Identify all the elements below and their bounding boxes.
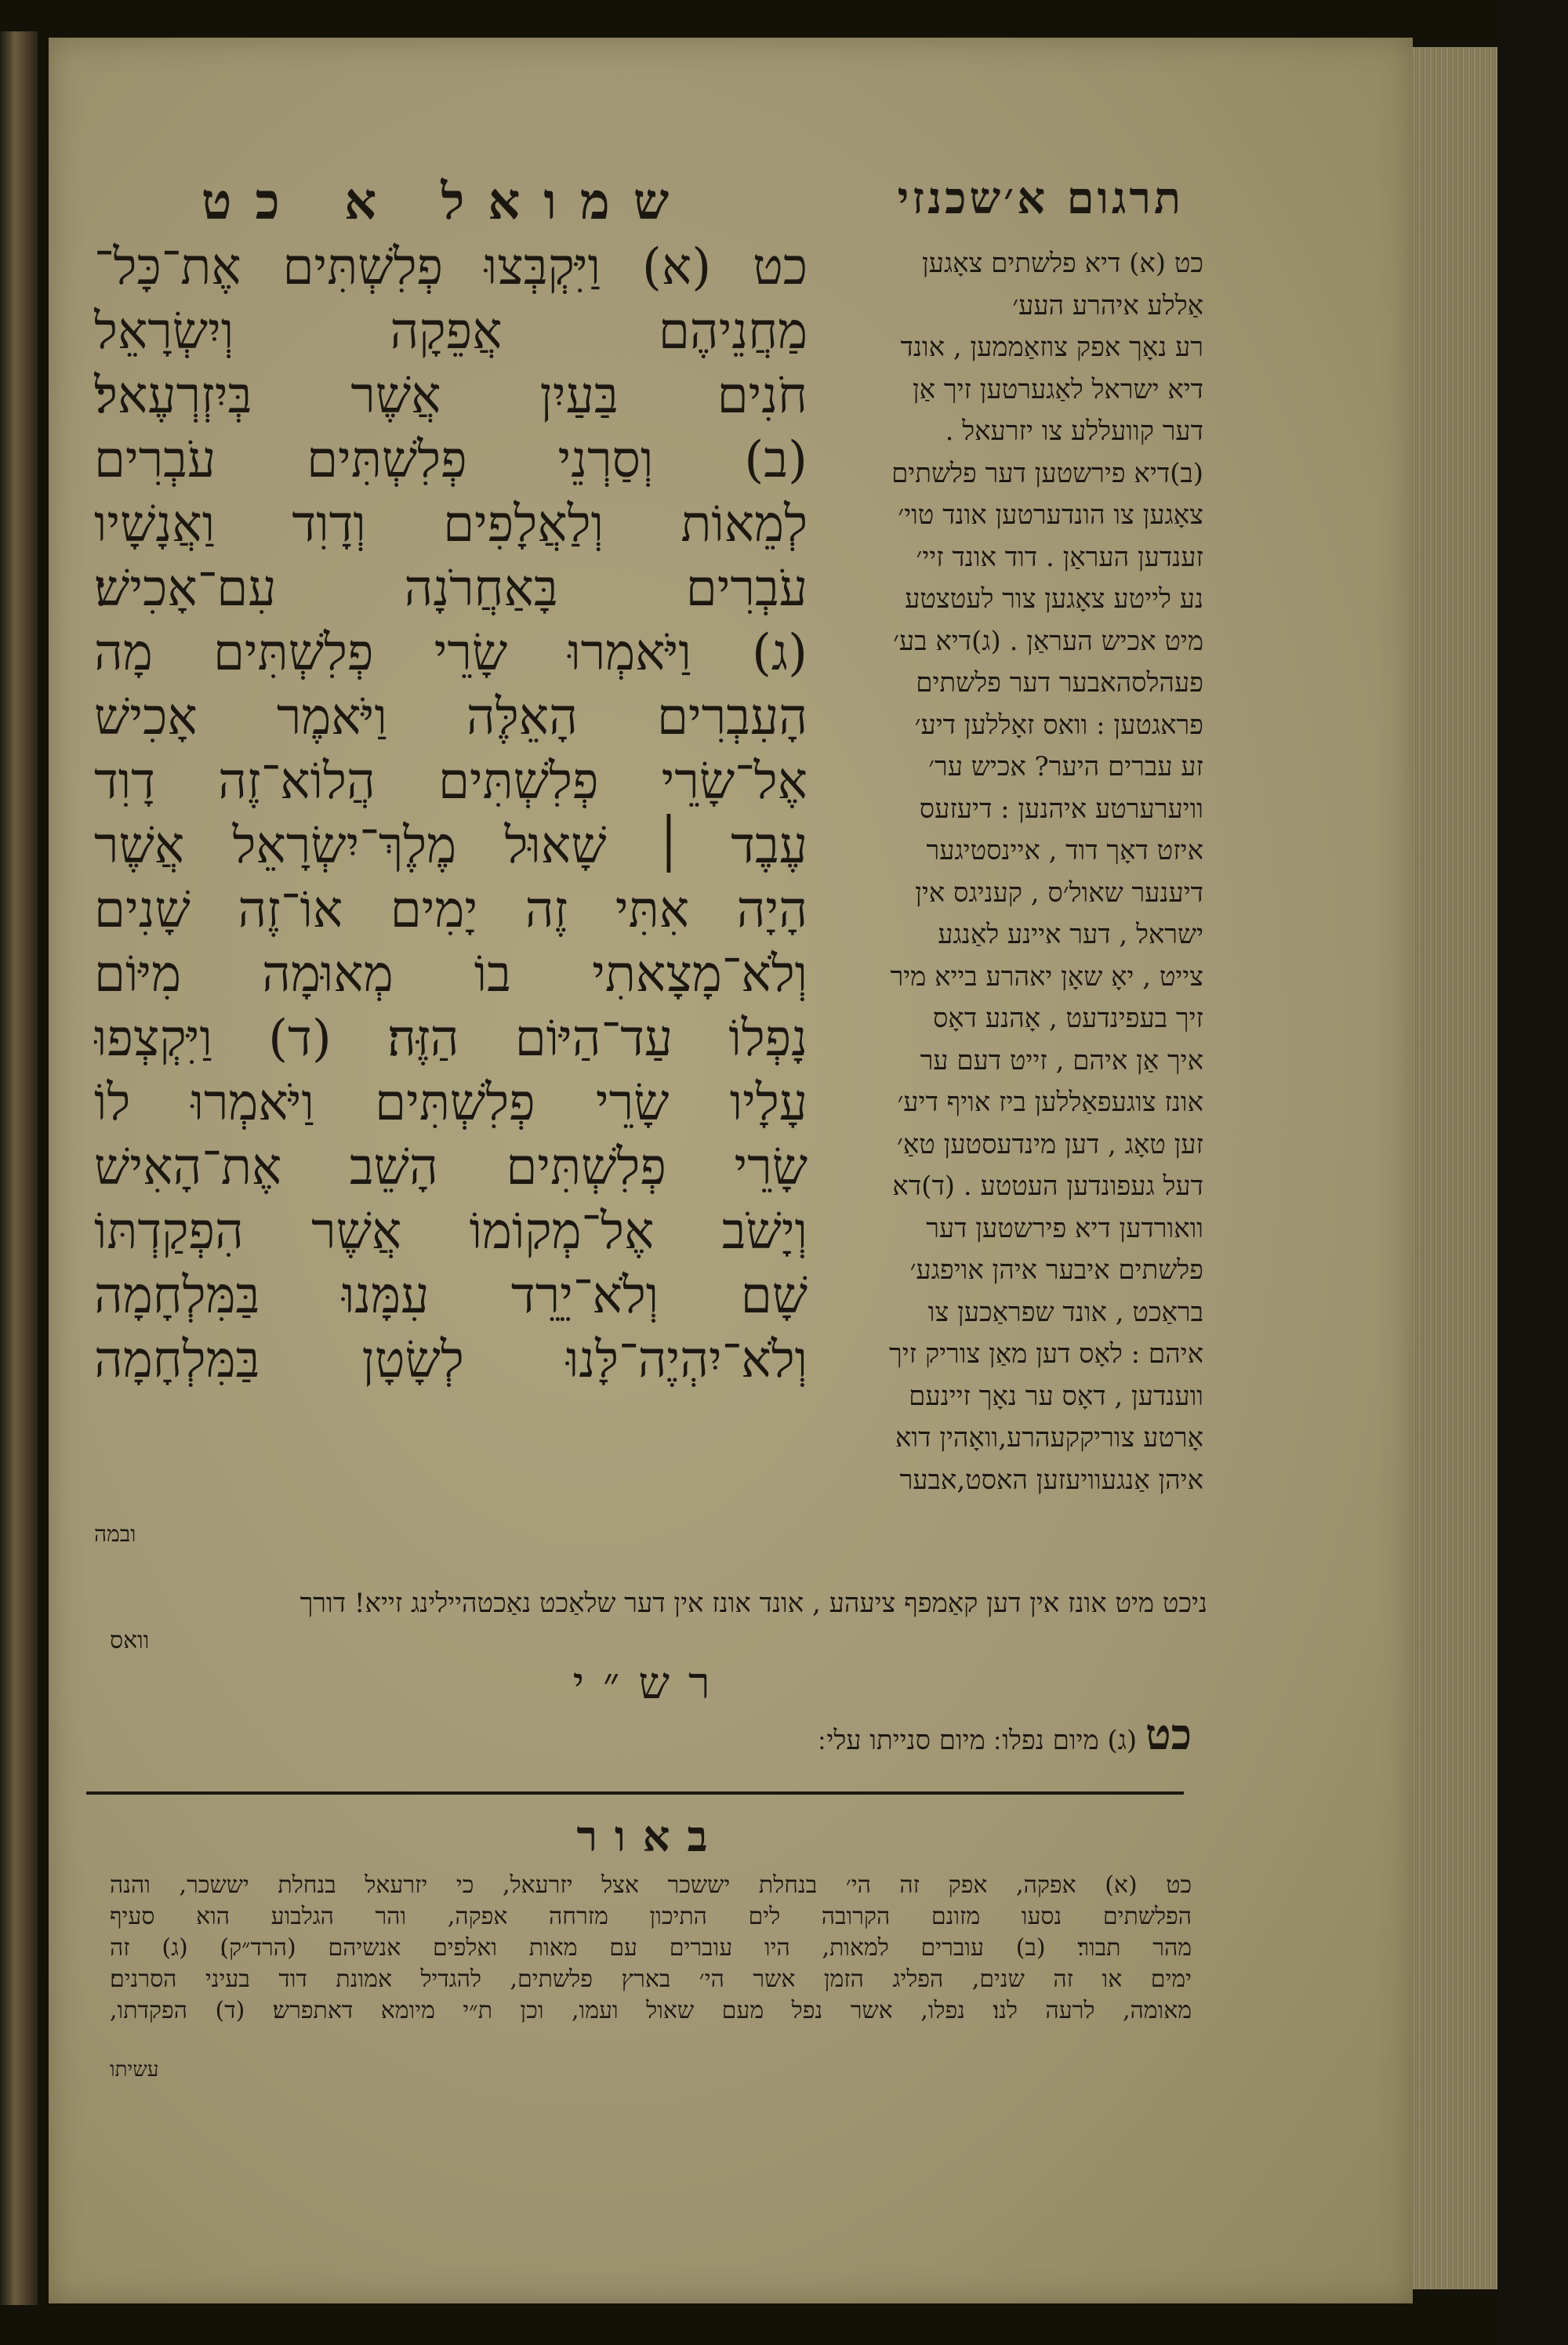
bible-line: וְלֹא־יִהְיֶה־לָּנוּ לְשָׂטָן בַּמִּלְחָמָה (94, 1331, 808, 1389)
targum-line: פראגטען : וואס זאָללען דיע׳ (914, 709, 1203, 741)
targum-column (811, 243, 1203, 1576)
targum-line: מיט אכיש העראַן . (ג)דיא בע׳ (893, 625, 1203, 657)
biur-heading: באור (576, 1811, 725, 1861)
bible-line: וְלֹא־מָצָאתִי בוֹ מְאוּמָה מִיּוֹם (94, 946, 808, 1004)
rashi-chapter-number: כט (1145, 1709, 1192, 1759)
bible-line: הָעִבְרִים הָאֵלֶּה וַיֹּאמֶר אָכִישׁ (94, 688, 808, 746)
targum-line: דיא ישראל לאַגערטען זיך אַן (913, 373, 1203, 405)
targum-line: צייט , יאָ שאָן יאהרע בייא מיר (890, 960, 1203, 993)
biur-commentary (110, 1870, 1192, 2027)
biur-line: כט (א) אפקה, אפק זה הי׳ בנחלת יששכר אצל יזרעאל, כי יזרעאל בנחלת יששכר, והנה (110, 1871, 1192, 1899)
biur-line: הפלשתים נסעו מזונם הקרובה לים התיכון מזרחה אפקה, והר הגלבוע הוא סעיף (110, 1903, 1192, 1930)
rashi-comment-text: (ג) מיום נפלו ׃ מיום סנייתו עלי ׃ (818, 1725, 1138, 1756)
targum-line: פעהלסהאבער דער פלשתים (916, 667, 1203, 699)
targum-line: נע לייטע צאָגען צור לעטצטע (905, 583, 1203, 615)
targum-line: דיענער שאול׳ס , קעניגס אין (915, 877, 1203, 909)
page-stack-edge (1403, 47, 1499, 2289)
targum-line: דער קוועללע צו יזרעאל . (945, 416, 1203, 447)
scan-margin-dark (1497, 0, 1568, 2345)
biur-line: ימים או זה שנים, הפליג הזמן אשר הי׳ בארץ פלשתים, להגדיל אמונת דוד בעיני הסרנים׃ (110, 1966, 1192, 1993)
targum-line: אונז צוגעפאַללען ביז אויף דיע׳ (897, 1087, 1203, 1118)
bible-text-column (94, 235, 808, 1537)
bible-line: שָׂרֵי פְלִשְׁתִּים הָשֵׁב אֶת־הָאִישׁ (94, 1138, 808, 1196)
targum-line: בראַכט , אונד שפראַכען צו (927, 1296, 1203, 1328)
bible-catchword: ובמה (94, 1521, 136, 1547)
targum-line: (ב)דיא פירשטען דער פלשתים (891, 457, 1203, 489)
bible-line: חֹנִים בַּעַיִן אֲשֶׁר בְּיִזְרְעֶאל׃ (94, 367, 808, 425)
targum-line: פלשתים איבער איהן אויפגע׳ (909, 1254, 1203, 1286)
targum-line: זענדען העראַן . דוד אונד זיי׳ (916, 541, 1203, 573)
targum-line: איהם : לאָס דען מאַן צוריק זיך (889, 1338, 1203, 1370)
targum-line: דעל געפונדען העטטע . (ד)דא (892, 1171, 1203, 1202)
targum-line: ישראל , דער איינע לאַנגע (938, 919, 1203, 950)
targum-line: זען טאָג , דען מינדעסטען טאַ׳ (897, 1128, 1203, 1160)
facing-page-edge (0, 31, 38, 2305)
bible-book-header: שמואל א כט (201, 172, 693, 231)
bible-line: נָפְלוֹ עַד־הַיּוֹם הַזֶּה׃ (ד) וַיִּקְצְפוּ (94, 1010, 808, 1068)
bible-line: עֶבֶד ׀ שָׁאוּל מֶלֶךְ־יִשְׂרָאֵל אֲשֶׁר (94, 817, 808, 875)
biur-line: מהר תבור׃ (ב) עוברים למאות, היו עוברים עם מאות ואלפים אנשיהם (הרד״ק)׃ (ג) זה (110, 1934, 1192, 1962)
targum-line: וויערערטע איהנען : דיעזעס (919, 793, 1203, 825)
section-divider (86, 1791, 1184, 1795)
targum-line: איך אַן איהם , זייט דעם ער (920, 1044, 1203, 1076)
bible-line: וְיָשֹׁב אֶל־מְקוֹמוֹ אֲשֶׁר הִפְקַדְתּוֹ (94, 1203, 808, 1261)
bible-line: שָׁם וְלֹא־יֵרֵד עִמָּנוּ בַּמִּלְחָמָה (94, 1267, 808, 1325)
bible-line: אֶל־שָׂרֵי פְלִשְׁתִּים הֲלוֹא־זֶה דָוִד (94, 753, 808, 811)
targum-header: תרגום א׳שכנזי (897, 172, 1184, 224)
bible-line: (ב) וְסַרְנֵי פְלִשְׁתִּים עֹבְרִים (94, 431, 808, 489)
targum-line: צאָגען צו הונדערטען אונד טוי׳ (898, 499, 1203, 531)
bible-line: עָלָיו שָׂרֵי פְלִשְׁתִּים וַיֹּאמְרוּ לוֹ (94, 1074, 808, 1132)
bible-line: לְמֵאוֹת וְלַאֲלָפִים וְדָוִד וַאֲנָשָׁיו (94, 495, 808, 554)
targum-catchword: וואס (110, 1627, 150, 1654)
rashi-commentary (376, 1709, 1192, 1759)
bible-line: כט (א) וַיִּקְבְּצוּ פְלִשְׁתִּים אֶת־כָּל־ (94, 238, 808, 296)
targum-line: ווענדען , דאָס ער נאָך זיינעם (909, 1380, 1203, 1412)
targum-line: אַללע איהרע העע׳ (1012, 289, 1203, 321)
targum-line: כט (א) דיא פלשתים צאָגען (922, 248, 1203, 279)
bible-line: עֹבְרִים בָּאַחֲרֹנָה עִם־אָכִישׁ׃ (94, 560, 808, 618)
targum-line: איהן אַנגעוויעזען האסט,אבער (899, 1464, 1203, 1496)
biur-catchword: עשיתו (110, 2058, 159, 2082)
rashi-heading: רש״י (572, 1658, 729, 1709)
bible-line: מַחֲנֵיהֶם אֲפֵקָה וְיִשְׂרָאֵל (94, 303, 808, 361)
targum-line: איזט דאָך דוד , איינסטיגער (926, 835, 1203, 866)
targum-line: אָרטע צוריקקעהרע,וואָהין דוא (895, 1422, 1203, 1454)
targum-continuation-line: ניכט מיט אונז אין דען קאַמפף ציעהע , אונד אונז אין דער שלאַכט נאַכטהיילינג זייא! דורך (299, 1588, 1207, 1619)
bible-line: הָיָה אִתִּי זֶה יָמִים אוֹ־זֶה שָׁנִים (94, 881, 808, 939)
targum-line: רע נאָך אפק צוזאַממען , אונד (900, 332, 1203, 363)
targum-line: זע עברים היער? אכיש ער׳ (928, 751, 1203, 782)
targum-line: זיך בעפינדעט , אָהנע דאָס (932, 1003, 1203, 1034)
biur-line: מאומה, לרעה לנו׃ נפלו, אשר נפל מעם שאול ועמו, וכן ת״י מיומא דאתפרש׃ (ד) הפקדתו, (110, 1997, 1192, 2024)
bible-line: (ג) וַיֹּאמְרוּ שָׂרֵי פְלִשְׁתִּים מָה (94, 624, 808, 682)
targum-line: וואורדען דיא פירשטען דער (926, 1212, 1203, 1244)
